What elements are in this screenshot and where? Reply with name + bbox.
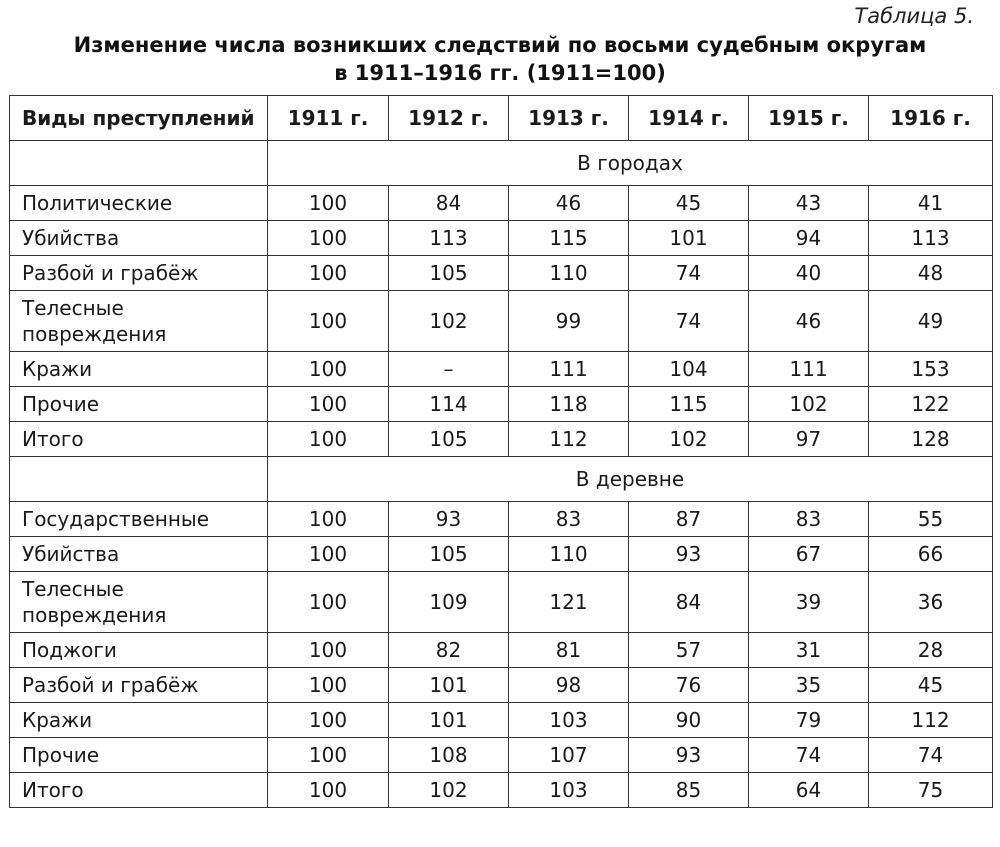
- value-cell: 100: [268, 633, 389, 668]
- value-cell: 105: [389, 537, 509, 572]
- value-cell: 57: [629, 633, 749, 668]
- value-cell: 94: [749, 221, 869, 256]
- header-year-1911: 1911 г.: [268, 96, 389, 141]
- value-cell: 102: [389, 291, 509, 352]
- table-row: [10, 422, 993, 457]
- row-label: Итого: [10, 773, 268, 808]
- table-row: [10, 537, 993, 572]
- row-label-line-2: повреждения: [22, 603, 167, 627]
- value-cell: 74: [629, 291, 749, 352]
- value-cell: 93: [389, 502, 509, 537]
- table-row: [10, 352, 993, 387]
- value-cell: 41: [869, 186, 993, 221]
- value-cell: 46: [749, 291, 869, 352]
- value-cell: 100: [268, 668, 389, 703]
- table-row: [10, 387, 993, 422]
- value-cell: 112: [509, 422, 629, 457]
- value-cell: 115: [629, 387, 749, 422]
- value-cell: 64: [749, 773, 869, 808]
- section-label-cell: [10, 141, 268, 186]
- value-cell: 100: [268, 221, 389, 256]
- value-cell: 111: [509, 352, 629, 387]
- row-label: Убийства: [10, 537, 268, 572]
- row-label: Разбой и грабёж: [10, 668, 268, 703]
- value-cell: 93: [629, 537, 749, 572]
- value-cell: 75: [869, 773, 993, 808]
- table-row: [10, 502, 993, 537]
- value-cell: 105: [389, 256, 509, 291]
- value-cell: 46: [509, 186, 629, 221]
- value-cell: 45: [869, 668, 993, 703]
- header-year-1914: 1914 г.: [629, 96, 749, 141]
- value-cell: 113: [389, 221, 509, 256]
- value-cell: 48: [869, 256, 993, 291]
- value-cell: 107: [509, 738, 629, 773]
- value-cell: 55: [869, 502, 993, 537]
- header-year-1913: 1913 г.: [509, 96, 629, 141]
- section-row: [10, 141, 993, 186]
- value-cell: 100: [268, 422, 389, 457]
- value-cell: 74: [869, 738, 993, 773]
- value-cell: 87: [629, 502, 749, 537]
- value-cell: 36: [869, 572, 993, 633]
- table-row: [10, 256, 993, 291]
- value-cell: 97: [749, 422, 869, 457]
- value-cell: 104: [629, 352, 749, 387]
- table-row: [10, 291, 993, 352]
- row-label: Разбой и грабёж: [10, 256, 268, 291]
- value-cell: 102: [749, 387, 869, 422]
- row-label: [10, 572, 268, 633]
- value-cell: 74: [629, 256, 749, 291]
- table-row: [10, 186, 993, 221]
- header-year-1915: 1915 г.: [749, 96, 869, 141]
- value-cell: 100: [268, 738, 389, 773]
- value-cell: 112: [869, 703, 993, 738]
- value-cell: 108: [389, 738, 509, 773]
- value-cell: 81: [509, 633, 629, 668]
- value-cell: 99: [509, 291, 629, 352]
- table-row: [10, 633, 993, 668]
- table-title: [0, 31, 1000, 87]
- row-label-line-1: Телесные: [22, 577, 124, 601]
- value-cell: 66: [869, 537, 993, 572]
- value-cell: 82: [389, 633, 509, 668]
- value-cell: 100: [268, 703, 389, 738]
- value-cell: 113: [869, 221, 993, 256]
- value-cell: 100: [268, 186, 389, 221]
- value-cell: 101: [389, 668, 509, 703]
- value-cell: 103: [509, 703, 629, 738]
- row-label-line-2: повреждения: [22, 322, 167, 346]
- value-cell: 100: [268, 256, 389, 291]
- value-cell: 45: [629, 186, 749, 221]
- row-label: Кражи: [10, 703, 268, 738]
- value-cell: 74: [749, 738, 869, 773]
- table-caption: Таблица 5.: [854, 4, 974, 28]
- value-cell: 79: [749, 703, 869, 738]
- table-row: [10, 703, 993, 738]
- value-cell: 110: [509, 256, 629, 291]
- value-cell: 43: [749, 186, 869, 221]
- value-cell: 115: [509, 221, 629, 256]
- value-cell: 83: [509, 502, 629, 537]
- row-label: Кражи: [10, 352, 268, 387]
- value-cell: 98: [509, 668, 629, 703]
- value-cell: 84: [389, 186, 509, 221]
- row-label: Государственные: [10, 502, 268, 537]
- value-cell: 121: [509, 572, 629, 633]
- value-cell: 100: [268, 572, 389, 633]
- value-cell: 100: [268, 387, 389, 422]
- value-cell: 110: [509, 537, 629, 572]
- row-label: Прочие: [10, 738, 268, 773]
- value-cell: 83: [749, 502, 869, 537]
- value-cell: 122: [869, 387, 993, 422]
- value-cell: 100: [268, 502, 389, 537]
- value-cell: 102: [389, 773, 509, 808]
- value-cell: 100: [268, 352, 389, 387]
- value-cell: 101: [629, 221, 749, 256]
- value-cell: 93: [629, 738, 749, 773]
- value-cell: 100: [268, 537, 389, 572]
- value-cell: 128: [869, 422, 993, 457]
- section-title: В деревне: [268, 457, 993, 502]
- table-row: [10, 221, 993, 256]
- value-cell: 114: [389, 387, 509, 422]
- section-title: В городах: [268, 141, 993, 186]
- value-cell: 101: [389, 703, 509, 738]
- value-cell: 31: [749, 633, 869, 668]
- value-cell: 109: [389, 572, 509, 633]
- table-row: [10, 738, 993, 773]
- header-year-1916: 1916 г.: [869, 96, 993, 141]
- row-label: Убийства: [10, 221, 268, 256]
- value-cell: 100: [268, 773, 389, 808]
- value-cell: 84: [629, 572, 749, 633]
- value-cell: 102: [629, 422, 749, 457]
- value-cell: 28: [869, 633, 993, 668]
- row-label: Прочие: [10, 387, 268, 422]
- value-cell: 118: [509, 387, 629, 422]
- header-crime-type: Виды преступлений: [10, 96, 268, 141]
- value-cell: 111: [749, 352, 869, 387]
- table-row: [10, 773, 993, 808]
- row-label: Поджоги: [10, 633, 268, 668]
- value-cell: 153: [869, 352, 993, 387]
- title-line-2: в 1911–1916 гг. (1911=100): [334, 61, 666, 85]
- header-year-1912: 1912 г.: [389, 96, 509, 141]
- section-row: [10, 457, 993, 502]
- value-cell: 105: [389, 422, 509, 457]
- crime-statistics-table: [9, 95, 993, 808]
- value-cell: 85: [629, 773, 749, 808]
- value-cell: 40: [749, 256, 869, 291]
- row-label: Политические: [10, 186, 268, 221]
- value-cell: 67: [749, 537, 869, 572]
- table-row: [10, 572, 993, 633]
- value-cell: 90: [629, 703, 749, 738]
- value-cell: 103: [509, 773, 629, 808]
- table-row: [10, 668, 993, 703]
- section-label-cell: [10, 457, 268, 502]
- value-cell: 76: [629, 668, 749, 703]
- value-cell: 35: [749, 668, 869, 703]
- value-cell: 39: [749, 572, 869, 633]
- value-cell: –: [389, 352, 509, 387]
- row-label-line-1: Телесные: [22, 296, 124, 320]
- value-cell: 100: [268, 291, 389, 352]
- title-line-1: Изменение числа возникших следствий по восьми судебным округам: [73, 33, 927, 57]
- value-cell: 49: [869, 291, 993, 352]
- header-row: [10, 96, 993, 141]
- row-label: Итого: [10, 422, 268, 457]
- row-label: [10, 291, 268, 352]
- table-body: [10, 141, 993, 808]
